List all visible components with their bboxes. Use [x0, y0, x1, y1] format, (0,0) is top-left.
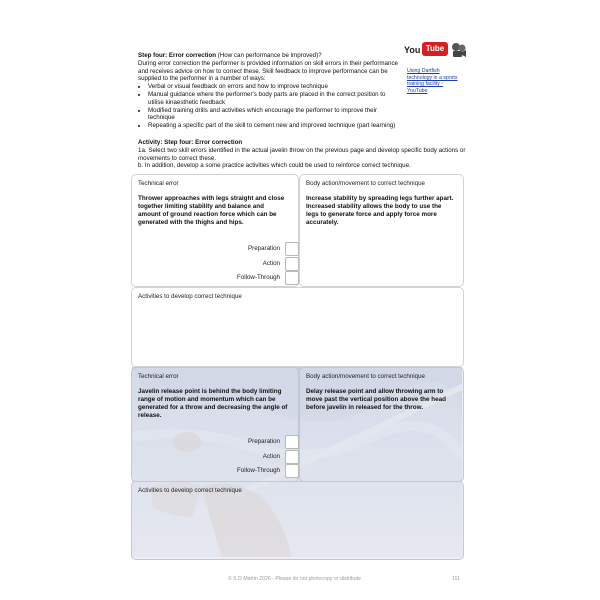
youtube-video-link[interactable]: Using Dartfish technology in a sports training facility - YouTube — [407, 68, 458, 94]
activities-label: Activities to develop correct technique — [138, 487, 242, 494]
list-item: • Verbal or visual feedback on errors and how to improve technique — [148, 83, 400, 91]
phase-follow-through-label: Follow-Through — [237, 274, 280, 281]
phase-follow-through-label: Follow-Through — [237, 467, 280, 474]
activities-box-1[interactable] — [131, 287, 464, 367]
intro-paragraph: During error correction the performer is provided information on skill errors in their performance and receives advice on how to correct these. Skill feedback to improve performance can be supplied to the performer in a number of ways: — [138, 59, 398, 83]
activities-box-2[interactable] — [131, 481, 464, 560]
technical-error-text: Thrower approaches with legs straight and close together limiting stability and balance and amount of ground reaction force which can be generated with the thighs and hips. — [138, 195, 285, 227]
activity-line-2: b. In addition, develop a some practice activities which could be used to reinforce correct technique. — [138, 162, 411, 170]
action-checkbox[interactable] — [285, 450, 299, 464]
intro-heading: Step four: Error correction — [138, 52, 217, 59]
phase-action-label: Action — [262, 453, 280, 460]
correction-box-1[interactable] — [299, 174, 464, 287]
youtube-logo[interactable] — [404, 42, 450, 62]
preparation-checkbox[interactable] — [285, 435, 299, 449]
correction-label: Body action/movement to correct technique — [306, 180, 426, 187]
page-number: 111 — [452, 576, 460, 582]
list-item: • Modified training drills and activities which encourage the performer to improve their technique — [148, 107, 400, 123]
technical-error-text: Javelin release point is behind the body limiting range of motion and momentum which can be generated for a throw and decreasing the angle of release. — [138, 388, 288, 420]
activity-line-1: 1a. Select two skill errors identified in the actual javelin throw on the previous page and develop specific body actions or movements to correct these. — [138, 146, 466, 162]
youtube-logo-you: You — [404, 45, 421, 55]
technical-error-label: Technical error — [138, 373, 179, 380]
copyright-notice: © S D Martin 2026 - Please do not photocopy or distribute — [228, 576, 362, 582]
follow-through-checkbox[interactable] — [285, 464, 299, 478]
technical-error-label: Technical error — [138, 180, 179, 187]
list-item: • Manual guidance where the performer's body parts are placed in the correct position to utilise kinaesthetic feedback — [148, 91, 400, 107]
technical-error-box-1 — [131, 174, 299, 287]
correction-label: Body action/movement to correct technique — [306, 373, 426, 380]
phase-preparation-label: Preparation — [248, 245, 280, 252]
correction-box-2[interactable] — [299, 367, 464, 482]
intro-subheading: (How can performance be improved)? — [216, 52, 322, 59]
action-checkbox[interactable] — [285, 257, 299, 271]
technical-error-box-2 — [131, 367, 299, 482]
intro-section — [138, 52, 400, 130]
list-item: • Repeating a specific part of the skill to cement new and improved technique (part learning) — [148, 122, 400, 130]
youtube-badge[interactable] — [404, 42, 466, 94]
activities-label: Activities to develop correct technique — [138, 293, 242, 300]
preparation-checkbox[interactable] — [285, 242, 299, 256]
activity-heading: Activity: Step four: Error correction — [138, 139, 243, 146]
activity-section — [138, 139, 468, 170]
follow-through-checkbox[interactable] — [285, 271, 299, 285]
correction-text: Delay release point and allow throwing arm to move past the vertical position above the head before javelin in released for the throw. — [306, 388, 446, 412]
youtube-logo-tube: Tube — [422, 42, 448, 56]
phase-action-label: Action — [262, 260, 280, 267]
phase-preparation-label: Preparation — [248, 438, 280, 445]
correction-text: Increase stability by spreading legs further apart. Increased stability allows the body to use the legs to generate force and apply force more accurately. — [306, 195, 454, 227]
feedback-list — [138, 83, 400, 130]
film-reel-icon — [451, 42, 467, 58]
